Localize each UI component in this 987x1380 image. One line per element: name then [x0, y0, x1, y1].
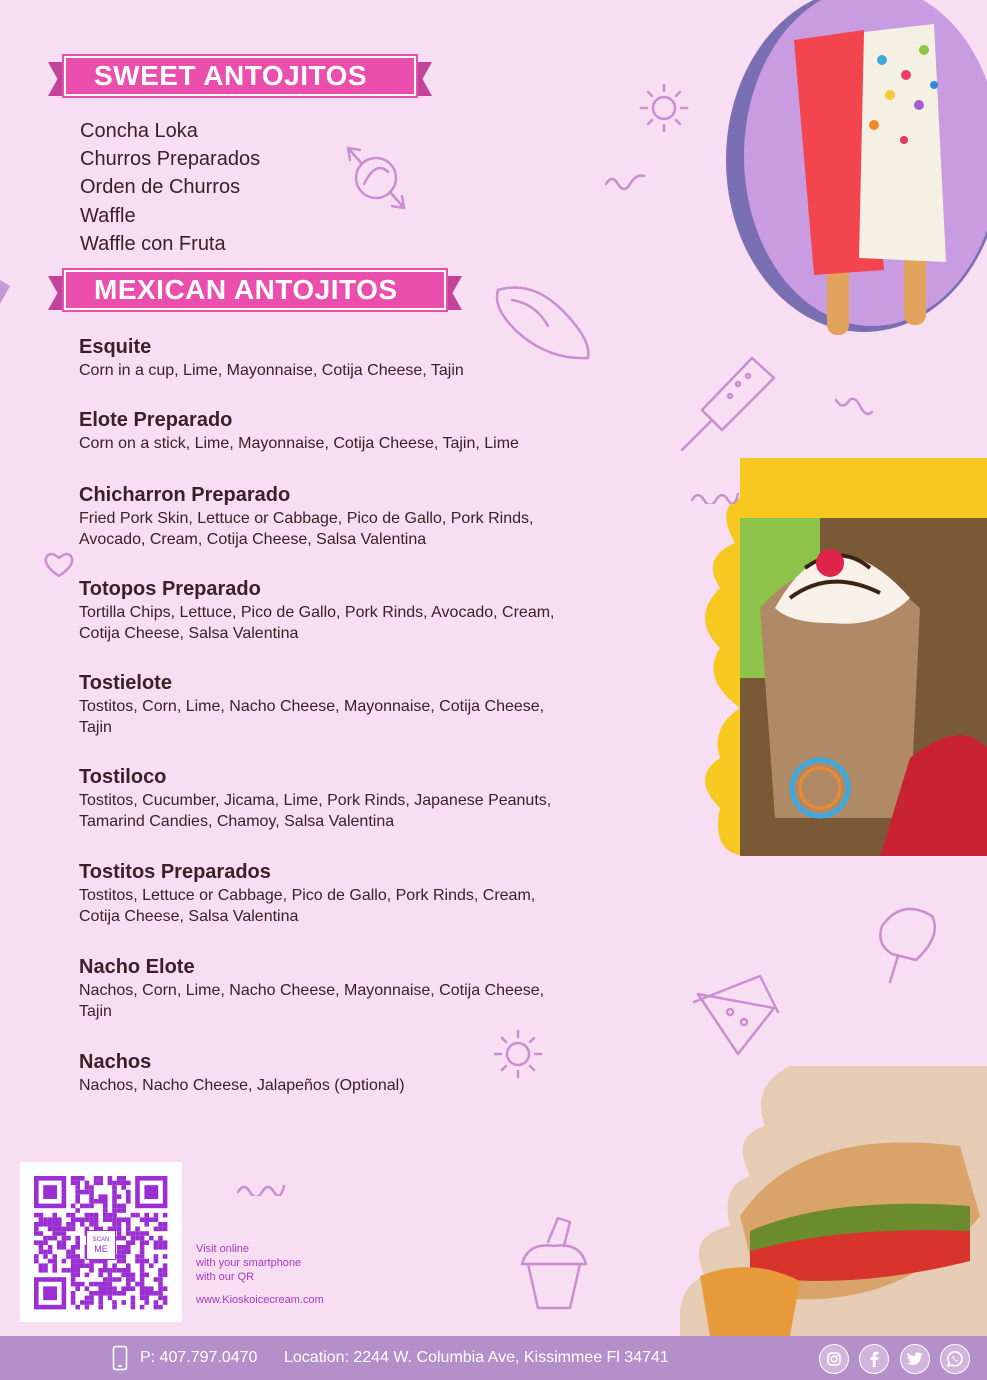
item-name: Totopos Preparado — [79, 578, 261, 600]
item-name: Tostielote — [79, 672, 172, 694]
popsicle-doodle-icon — [872, 896, 944, 986]
item-description: Nachos, Corn, Lime, Nacho Cheese, Mayonnaise, Cotija Cheese, — [79, 982, 545, 999]
nacho-doodle-icon — [690, 972, 782, 1058]
scan-me-badge — [86, 1230, 116, 1260]
menu-item-elote-preparado — [79, 407, 639, 455]
item-name: Nachos — [79, 1051, 152, 1073]
cupcake-doodle-icon — [508, 1212, 600, 1312]
item-description: Tortilla Chips, Lettuce, Pico de Gallo, Pork Rinds, Avocado, Cream, — [79, 604, 555, 621]
qr-text-line: Visit online — [196, 1243, 249, 1255]
me-label: ME — [94, 1244, 108, 1254]
menu-item-esquite — [79, 334, 639, 382]
mexican-antojitos-title: MEXICAN ANTOJITOS — [64, 270, 446, 310]
item-description: Corn on a stick, Lime, Mayonnaise, Cotija Cheese, Tajin, Lime — [79, 435, 519, 452]
menu-item-nacho-elote — [79, 954, 639, 1022]
menu-item-totopos-preparado — [79, 576, 639, 644]
item-description: Tamarind Candies, Chamoy, Salsa Valentina — [79, 812, 395, 830]
list-item: Waffle con Fruta — [80, 232, 226, 255]
squiggle-doodle-icon — [834, 394, 874, 418]
item-description: Avocado, Cream, Cotija Cheese, Salsa Valentina — [79, 530, 427, 548]
menu-item-tostiloco — [79, 764, 639, 832]
wave-doodle-icon — [236, 1180, 286, 1196]
item-description: Tajin — [79, 718, 112, 736]
qr-text-line: with our QR — [196, 1271, 255, 1283]
scan-label: SCAN — [92, 1237, 110, 1243]
location-address: Location: 2244 W. Columbia Ave, Kissimmee Fl 34741 — [284, 1349, 669, 1366]
list-item: Orden de Churros — [80, 176, 241, 199]
item-name: Tostitos Preparados — [79, 861, 271, 883]
wave-doodle-icon — [690, 488, 740, 504]
qr-instructions — [196, 1242, 301, 1284]
item-description: Corn in a cup, Lime, Mayonnaise, Cotija Cheese, Tajin — [79, 362, 464, 379]
sun-doodle-icon — [636, 80, 692, 136]
item-name: Esquite — [79, 336, 152, 358]
sandwich-image — [680, 1066, 987, 1336]
item-description: Tostitos, Lettuce or Cabbage, Pico de Gallo, Pork Rinds, Cream, — [79, 887, 536, 904]
menu-item-nachos — [79, 1049, 639, 1097]
website-link[interactable]: www.Kioskoicecream.com — [196, 1294, 324, 1306]
phone-icon — [112, 1345, 128, 1371]
item-description: Tajin — [79, 1002, 112, 1020]
item-name: Chicharron Preparado — [79, 484, 291, 506]
phone-number[interactable]: P: 407.797.0470 — [140, 1349, 258, 1366]
item-description: Nachos, Nacho Cheese, Jalapeños (Optional) — [79, 1077, 405, 1094]
milkshake-image — [680, 458, 987, 856]
menu-item-tostielote — [79, 670, 639, 738]
item-description: Fried Pork Skin, Lettuce or Cabbage, Pico de Gallo, Pork Rinds, — [79, 510, 534, 527]
list-item: Churros Preparados — [80, 148, 261, 171]
item-description: Tostitos, Corn, Lime, Nacho Cheese, Mayonnaise, Cotija Cheese, — [79, 698, 545, 715]
item-description: Cotija Cheese, Salsa Valentina — [79, 624, 299, 642]
instagram-icon[interactable] — [819, 1344, 849, 1374]
item-description: Cotija Cheese, Salsa Valentina — [79, 907, 299, 925]
footer-bar — [0, 1336, 987, 1380]
whatsapp-icon[interactable] — [940, 1344, 970, 1374]
menu-item-chicharron-preparado — [79, 482, 639, 550]
mexican-antojitos-banner — [48, 270, 462, 310]
list-item: Waffle — [80, 204, 136, 227]
heart-doodle-icon — [42, 550, 76, 580]
candy-doodle-icon — [340, 140, 412, 216]
item-description: Tostitos, Cucumber, Jicama, Lime, Pork Rinds, Japanese Peanuts, — [79, 792, 552, 809]
squiggle-doodle-icon — [604, 170, 648, 190]
twitter-icon[interactable] — [900, 1344, 930, 1374]
item-name: Elote Preparado — [79, 409, 233, 431]
menu-item-tostitos-preparados — [79, 859, 639, 927]
qr-code[interactable] — [20, 1162, 182, 1322]
popsicle-image — [724, 0, 987, 360]
icecream-bar-doodle-icon — [672, 350, 782, 456]
edge-triangle-shape — [0, 280, 10, 304]
facebook-icon[interactable] — [859, 1344, 889, 1374]
sweet-antojitos-banner — [48, 56, 432, 96]
qr-text-line: with your smartphone — [196, 1257, 302, 1269]
item-name: Nacho Elote — [79, 956, 195, 978]
list-item: Concha Loka — [80, 120, 198, 142]
sweet-items-list — [80, 117, 260, 258]
item-name: Tostiloco — [79, 766, 167, 788]
sweet-antojitos-title: SWEET ANTOJITOS — [64, 56, 416, 96]
